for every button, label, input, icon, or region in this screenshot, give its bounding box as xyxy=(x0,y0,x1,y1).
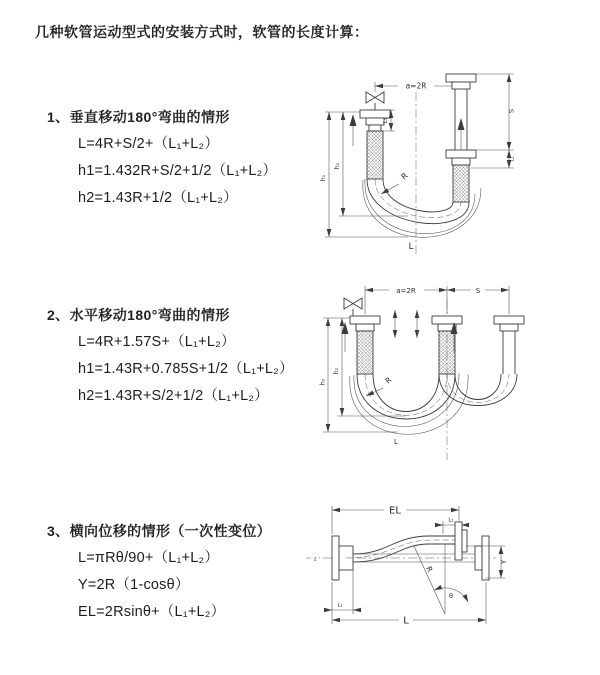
dim-label-h1: h₁ xyxy=(320,174,327,182)
valve-icon xyxy=(344,298,362,316)
angle-label: θ xyxy=(449,592,453,600)
length-label: L xyxy=(403,615,409,627)
valve-icon xyxy=(366,92,384,110)
page-title: 几种软管运动型式的安装方式时，软管的长度计算： xyxy=(35,24,369,40)
dim-label-s: S xyxy=(475,286,481,295)
formula-h1: h1=1.432R+S/2+1/2（L₁+L₂） xyxy=(78,163,278,179)
extension-lines xyxy=(325,112,408,237)
formula-h2: h2=1.43R+S/2+1/2（L₁+L₂） xyxy=(78,388,269,404)
braided-hose xyxy=(367,131,383,179)
hose-bend xyxy=(350,373,468,434)
section-heading: 3、横向位移的情形（一次性变位） xyxy=(47,523,272,539)
flange-fitting-upper xyxy=(455,522,467,560)
pipe-walls xyxy=(503,331,515,374)
radius-label: R xyxy=(424,564,435,574)
flange-fitting xyxy=(350,316,380,331)
formula-EL: EL=2Rsinθ+（L₁+L₂） xyxy=(78,604,226,620)
formula-h1: h1=1.43R+0.785S+1/2（L₁+L₂） xyxy=(78,361,294,377)
flange-fitting-phantom xyxy=(494,316,524,331)
formula-Y: Y=2R（1-cosθ） xyxy=(78,577,190,593)
dim-label-h2: h₂ xyxy=(334,162,341,170)
section-horizontal-180 xyxy=(47,306,294,405)
formula-L: L=πRθ/90+（L₁+L₂） xyxy=(78,550,220,566)
section-heading: 2、水平移动180°弯曲的情形 xyxy=(47,307,230,323)
braided-hose xyxy=(453,165,469,202)
section-lateral-displacement xyxy=(47,522,271,621)
diagram-lateral-displacement xyxy=(296,494,516,644)
length-label: L xyxy=(394,438,398,446)
flange-fitting-lower xyxy=(446,150,476,165)
dim-label-el: EL xyxy=(389,505,401,517)
dim-label-l1: L₁ xyxy=(383,117,389,124)
dim-label-h2: h₂ xyxy=(333,367,340,375)
section-vertical-180 xyxy=(47,108,277,207)
formula-h2: h2=1.43R+1/2（L₁+L₂） xyxy=(78,190,238,206)
flange-fitting-phantom xyxy=(475,536,489,580)
dim-label-l2: L₂ xyxy=(448,517,454,524)
radius-label: R xyxy=(399,171,410,182)
dim-label-l1: L₁ xyxy=(337,602,343,609)
radius-label: R xyxy=(383,375,394,386)
dim-label-l2: L₂ xyxy=(509,156,516,162)
hose-bend-displaced xyxy=(439,374,517,406)
dim-label-a2r: a=2R xyxy=(405,81,427,91)
section-heading: 1、垂直移动180°弯曲的情形 xyxy=(47,109,230,125)
diagram-horizontal-180-bend xyxy=(310,276,600,466)
break-mark: z xyxy=(313,556,317,563)
flange-fitting xyxy=(432,316,462,331)
radius-line xyxy=(414,546,445,614)
dim-label-y: Y xyxy=(500,559,508,565)
dim-label-s: S xyxy=(507,108,516,114)
extension-lines xyxy=(471,74,514,168)
dim-label-h1: h₁ xyxy=(319,378,327,386)
braided-hose xyxy=(439,331,455,374)
formula-L: L=4R+1.57S+（L₁+L₂） xyxy=(78,334,236,350)
dim-label-a2r: a=2R xyxy=(396,286,416,295)
length-label: L xyxy=(408,242,414,252)
braided-hose xyxy=(357,331,373,374)
flange-fitting-upper xyxy=(446,74,476,89)
diagram-vertical-180-bend xyxy=(313,66,528,256)
formula-L: L=4R+S/2+（L₁+L₂） xyxy=(78,136,220,152)
